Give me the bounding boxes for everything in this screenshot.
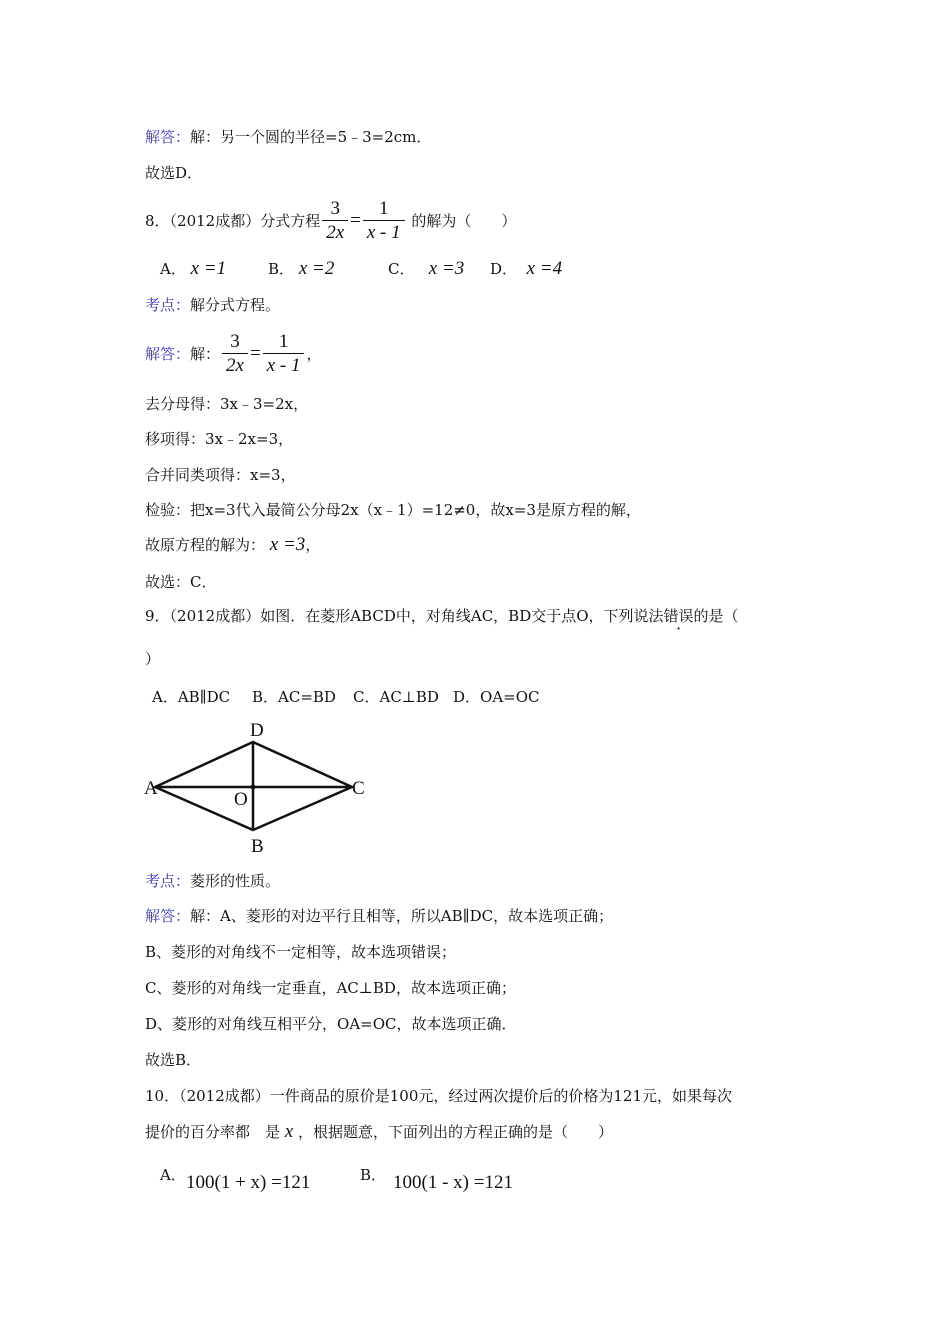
q9-answer bbox=[145, 906, 613, 926]
q8-answer bbox=[145, 330, 321, 378]
q8-option-b: B． x =2 bbox=[268, 258, 335, 279]
solution-value: x =3 bbox=[269, 534, 306, 555]
q10-stem-prefix: 提价的百分率都 是 bbox=[145, 1123, 281, 1141]
q8-stem bbox=[145, 197, 516, 245]
frac-numerator: 3 bbox=[230, 331, 240, 353]
frac-numerator: 1 bbox=[379, 198, 389, 220]
q9-stem-line2: ） bbox=[145, 650, 161, 668]
answer-label: 解答： bbox=[145, 907, 191, 925]
q8-stem-prefix: 8．（2012成都）分式方程 bbox=[145, 212, 321, 230]
q8-stem-suffix: 的解为（ ） bbox=[411, 212, 517, 230]
q10-variable: x bbox=[284, 1121, 294, 1142]
frac-numerator: 1 bbox=[278, 331, 289, 353]
frac-denominator: 2x bbox=[322, 220, 348, 245]
q9-option-d: D．OA=OC bbox=[453, 688, 540, 706]
q9-stem-part2: 的是（ bbox=[693, 607, 739, 625]
q9-step-b: B、菱形的对角线不一定相等，故本选项错误； bbox=[145, 943, 457, 961]
q9-stem bbox=[145, 606, 739, 626]
q9-conclusion: 故选B． bbox=[145, 1051, 202, 1069]
q8-answer-equation: $\frac{3}{2x}$ = $\frac{1}{x - 1}$ bbox=[220, 343, 306, 364]
q8-step-1: 去分母得：3x﹣3=2x， bbox=[145, 395, 309, 413]
q8-option-a: A． x =1 bbox=[160, 258, 227, 279]
answer-text: 解：另一个圆的半径=5﹣3=2cm． bbox=[190, 128, 432, 146]
q8-option-d: D． x =4 bbox=[490, 258, 563, 279]
q9-stem-part1: 9．（2012成都）如图．在菱形ABCD中，对角线AC，BD交于点O，下列说法 bbox=[145, 607, 664, 625]
answer-suffix: ， bbox=[306, 345, 322, 363]
label-b: B bbox=[251, 836, 264, 857]
q8-equation: $\frac{3}{2x}$ = $\frac{1}{x - 1}$ bbox=[320, 210, 406, 231]
q7-answer-line bbox=[145, 127, 431, 147]
q8-step-3: 合并同类项得：x=3， bbox=[145, 466, 296, 484]
kaodian-label: 考点： bbox=[145, 296, 191, 314]
solution-prefix: 故原方程的解为： bbox=[145, 536, 266, 554]
frac-denominator: 2x bbox=[222, 353, 248, 378]
frac-numerator: 3 bbox=[330, 198, 340, 220]
q10-stem-line1: 10．（2012成都）一件商品的原价是100元，经过两次提价后的价格为121元，如果每次 bbox=[145, 1087, 733, 1105]
q8-solution bbox=[145, 535, 320, 555]
kaodian-text: 菱形的性质。 bbox=[190, 872, 281, 890]
q10-option-a-value: 100(1 + x) =121 bbox=[186, 1172, 311, 1193]
q10-stem-suffix: ，根据题意，下面列出的方程正确的是（ ） bbox=[298, 1123, 614, 1141]
frac-denominator: x - 1 bbox=[363, 220, 405, 245]
q9-option-a: A．AB∥DC bbox=[152, 688, 231, 706]
q8-option-c: C． x =3 bbox=[388, 258, 465, 279]
label-d: D bbox=[250, 720, 264, 741]
q9-kaodian bbox=[145, 871, 280, 891]
rhombus-figure bbox=[140, 715, 380, 860]
label-c: C bbox=[352, 778, 365, 799]
q10-option-b-value: 100(1 - x) =121 bbox=[393, 1172, 513, 1193]
kaodian-text: 解分式方程。 bbox=[190, 296, 281, 314]
q9-step-d: D、菱形的对角线互相平分，OA=OC，故本选项正确． bbox=[145, 1015, 517, 1033]
answer-label: 解答： bbox=[145, 128, 191, 146]
frac-denominator: x - 1 bbox=[263, 353, 305, 378]
q9-stem-emphasis: 错误 bbox=[663, 607, 694, 625]
answer-prefix: 解： bbox=[190, 345, 221, 363]
q8-kaodian bbox=[145, 295, 280, 315]
q10-stem-line2 bbox=[145, 1122, 613, 1142]
answer-text: 解：A、菱形的对边平行且相等，所以AB∥DC，故本选项正确； bbox=[190, 907, 614, 925]
q8-step-2: 移项得：3x﹣2x=3， bbox=[145, 430, 294, 448]
q9-option-b: B．AC=BD bbox=[252, 688, 336, 706]
solution-suffix: ， bbox=[305, 536, 321, 554]
q10-option-b-letter: B． bbox=[360, 1166, 387, 1184]
q9-step-c: C、菱形的对角线一定垂直，AC⊥BD，故本选项正确； bbox=[145, 979, 516, 997]
q9-option-c: C．AC⊥BD bbox=[353, 688, 439, 706]
label-a: A bbox=[144, 778, 158, 799]
q10-option-a-letter: A． bbox=[160, 1166, 186, 1184]
kaodian-label: 考点： bbox=[145, 872, 191, 890]
label-o: O bbox=[234, 789, 248, 810]
answer-label: 解答： bbox=[145, 345, 191, 363]
q8-step-4: 检验：把x=3代入最简公分母2x（x﹣1）=12≠0，故x=3是原方程的解， bbox=[145, 501, 641, 519]
q7-conclusion: 故选D． bbox=[145, 164, 203, 182]
q8-conclusion: 故选：C． bbox=[145, 573, 217, 591]
point-o bbox=[251, 785, 256, 790]
